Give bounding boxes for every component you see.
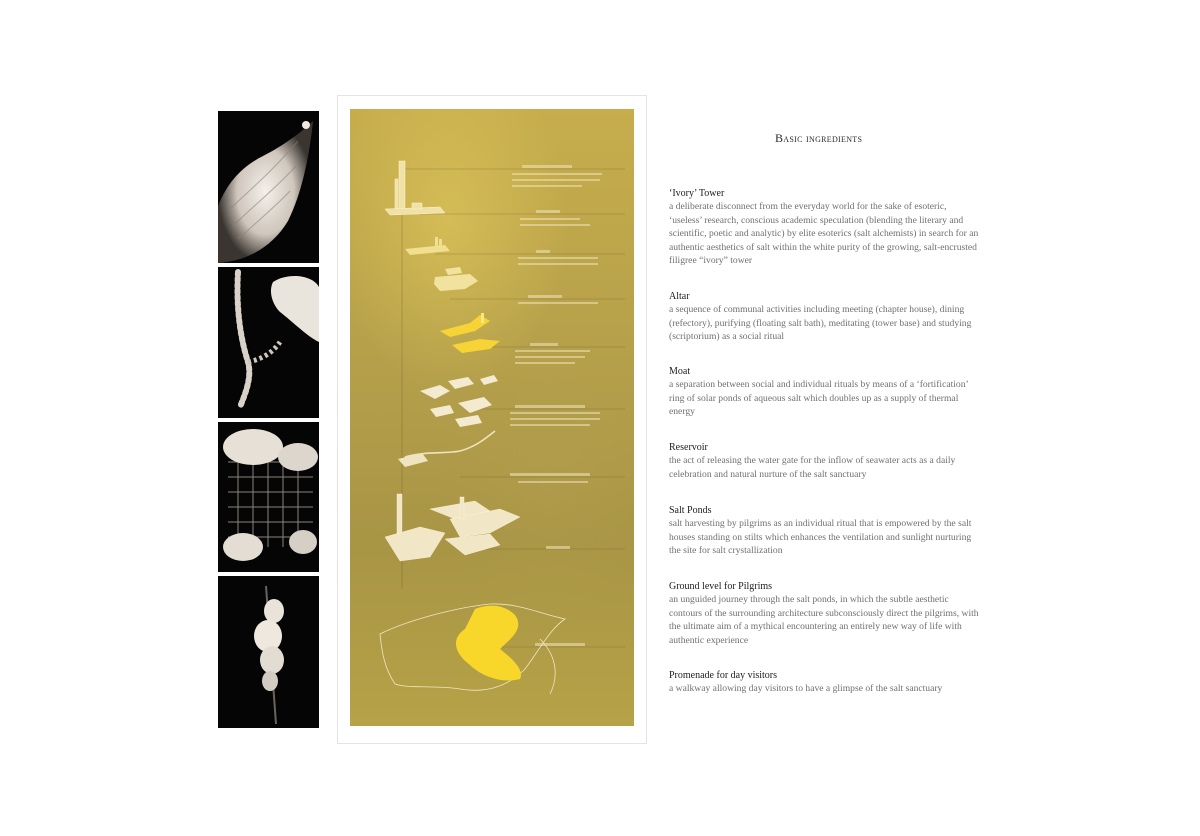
entry-body: a walkway allowing day visitors to have a glimpse of the salt sanctuary	[669, 683, 943, 694]
entry-body: salt harvesting by pilgrims as an individual ritual that is empowered by the salt houses standing on stilts which enhances the ventilation and sunlight nurturing the site for salt crystallization	[669, 518, 972, 556]
salt-chain-photo	[218, 267, 319, 418]
entry-title: Promenade for day visitors	[669, 670, 778, 681]
entry-title: Altar	[669, 291, 690, 302]
page-heading: Basic ingredients	[775, 131, 863, 145]
entry-salt-ponds	[669, 504, 979, 558]
entry-promenade	[669, 669, 979, 696]
entry-ivory-tower	[669, 187, 979, 268]
entry-body: a deliberate disconnect from the everyday world for the sake of esoteric, ‘useless’ research, conscious academic speculation (blending the literary and scientific, poetic and analytic) by elite esoterics (salt alchemists) in search for an authentic aesthetics of salt within the white purity of the growing, salt-encrusted filigree “ivory” tower	[669, 201, 979, 266]
exploded-axonometric-diagram	[350, 109, 634, 726]
salt-lattice-photo	[218, 422, 319, 572]
entry-title: Ground level for Pilgrims	[669, 581, 773, 592]
entry-title: Salt Ponds	[669, 505, 712, 516]
entry-body: a sequence of communal activities including meeting (chapter house), dining (refectory), purifying (floating salt bath), meditating (tower base) and studying (scriptorium) as a social ritual	[669, 304, 972, 342]
entry-moat	[669, 365, 979, 419]
entry-ground-level	[669, 580, 979, 647]
entry-body: the act of releasing the water gate for the inflow of seawater acts as a daily celebration and natural nurture of the salt sanctuary	[669, 455, 956, 480]
entry-title: ‘Ivory’ Tower	[669, 188, 725, 199]
entry-altar	[669, 290, 979, 344]
entry-body: an unguided journey through the salt ponds, in which the subtle aesthetic contours of the surrounding architecture subconsciously direct the pilgrims, with the ultimate aim of a mythical encountering an entirely new way of life with authentic experience	[669, 594, 979, 646]
entry-body: a separation between social and individual rituals by means of a ‘fortification’ ring of solar ponds of aqueous salt which doubles up as a supply of thermal energy	[669, 379, 968, 417]
salt-column-photo	[218, 576, 319, 728]
salt-crystal-photo-1	[218, 111, 319, 263]
entry-title: Moat	[669, 366, 691, 377]
entry-title: Reservoir	[669, 442, 708, 453]
entry-reservoir	[669, 441, 979, 481]
